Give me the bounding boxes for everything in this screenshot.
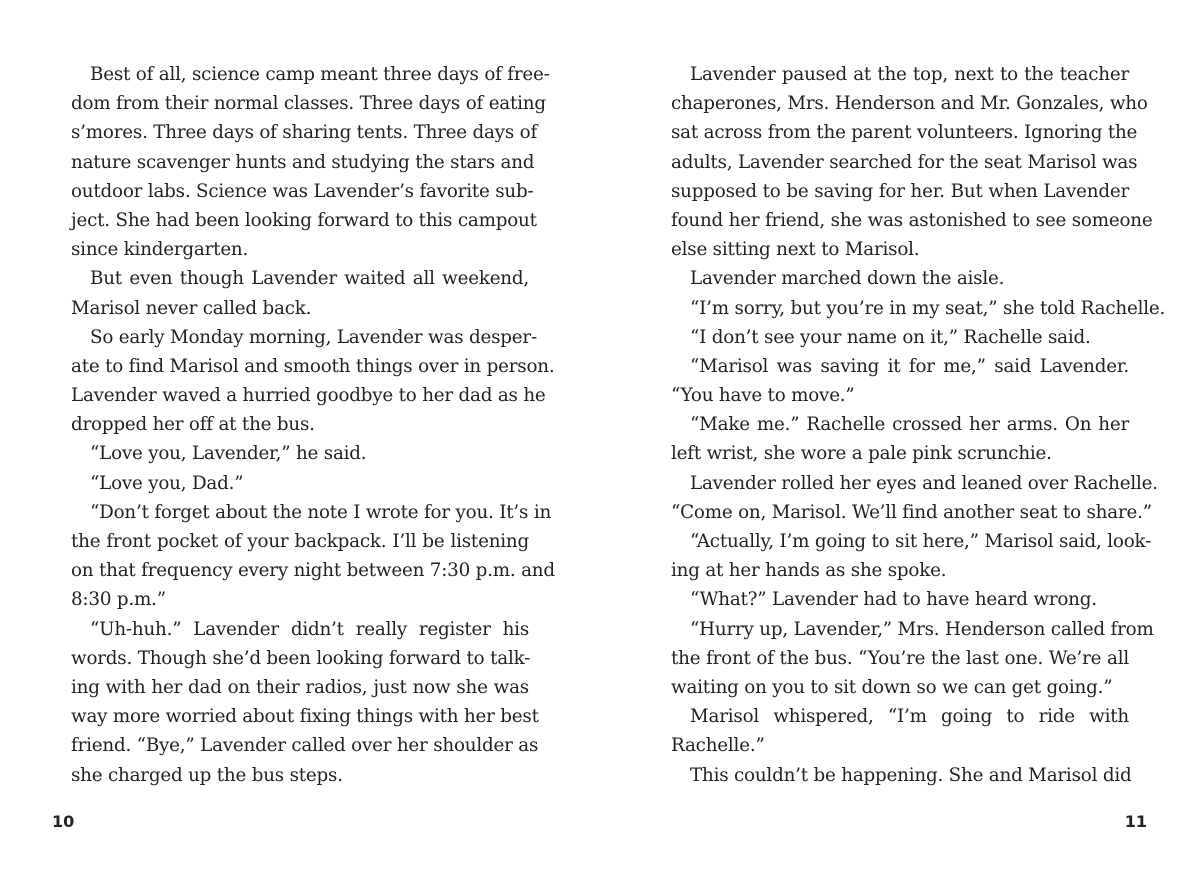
right-page xyxy=(671,60,1166,790)
text-line: ject. She had been looking forward to this campout xyxy=(71,209,537,231)
text-line: “Hurry up, Lavender,” Mrs. Henderson called from xyxy=(690,618,1154,640)
text-line: left wrist, she wore a pale pink scrunchie. xyxy=(671,443,1052,465)
text-line: nature scavenger hunts and studying the stars and xyxy=(71,151,535,173)
text-line: since kindergarten. xyxy=(71,239,249,261)
text-line: “I don’t see your name on it,” Rachelle said. xyxy=(690,326,1091,348)
text-line: adults, Lavender searched for the seat Marisol was xyxy=(671,151,1138,173)
text-line: “Come on, Marisol. We’ll find another seat to share.” xyxy=(671,501,1152,523)
text-line: “Make me.” Rachelle crossed her arms. On her xyxy=(690,414,1129,436)
text-line: waiting on you to sit down so we can get going.” xyxy=(671,676,1113,698)
right-page-number: 11 xyxy=(1124,812,1147,831)
text-line: “You have to move.” xyxy=(671,385,855,407)
text-line: dropped her off at the bus. xyxy=(71,414,315,436)
text-line: chaperones, Mrs. Henderson and Mr. Gonzales, who xyxy=(671,93,1148,115)
right-page-text xyxy=(671,60,1166,790)
text-line: she charged up the bus steps. xyxy=(71,764,343,786)
text-line: the front pocket of your backpack. I’ll be listening xyxy=(71,531,529,552)
text-line: Lavender paused at the top, next to the teacher xyxy=(690,64,1129,85)
text-line: Marisol whispered, “I’m going to ride with xyxy=(690,706,1129,728)
text-line: “Marisol was saving it for me,” said Lavender. xyxy=(690,355,1129,377)
text-line: Lavender rolled her eyes and leaned over Rachelle. xyxy=(690,472,1158,494)
text-line: “Uh-huh.” Lavender didn’t really register his xyxy=(90,618,529,640)
text-line: “I’m sorry, but you’re in my seat,” she told Rachelle. xyxy=(690,297,1166,319)
text-line: on that frequency every night between 7:30 p.m. and xyxy=(71,560,555,582)
text-line: “Love you, Dad.” xyxy=(90,472,244,494)
text-line: “Love you, Lavender,” he said. xyxy=(90,443,367,465)
text-line: So early Monday morning, Lavender was desper- xyxy=(90,326,537,348)
text-line: else sitting next to Marisol. xyxy=(671,239,920,261)
text-line: This couldn’t be happening. She and Marisol did xyxy=(690,764,1132,786)
text-line: “What?” Lavender had to have heard wrong. xyxy=(690,589,1097,611)
text-line: supposed to be saving for her. But when Lavender xyxy=(671,180,1129,202)
text-line: Lavender waved a hurried goodbye to her dad as he xyxy=(71,385,546,407)
text-line: dom from their normal classes. Three days of eating xyxy=(71,93,546,115)
left-page-text xyxy=(71,60,555,790)
text-line: Lavender marched down the aisle. xyxy=(690,268,1005,290)
text-line: found her friend, she was astonished to see someone xyxy=(671,209,1153,231)
text-line: outdoor labs. Science was Lavender’s favorite sub- xyxy=(71,180,534,202)
text-line: friend. “Bye,” Lavender called over her shoulder as xyxy=(71,735,539,757)
left-page xyxy=(71,60,555,790)
text-line: ing at her hands as she spoke. xyxy=(671,560,947,582)
text-line: way more worried about fixing things with her best xyxy=(71,706,539,728)
text-line: sat across from the parent volunteers. Ignoring the xyxy=(671,122,1138,144)
text-line: ing with her dad on their radios, just now she was xyxy=(71,676,529,698)
text-line: But even though Lavender waited all weekend, xyxy=(90,268,529,290)
text-line: “Actually, I’m going to sit here,” Marisol said, look- xyxy=(690,531,1152,552)
left-page-number: 10 xyxy=(52,812,75,831)
text-line: words. Though she’d been looking forward to talk- xyxy=(71,647,531,669)
text-line: 8:30 p.m.” xyxy=(71,589,166,611)
text-line: s’mores. Three days of sharing tents. Three days of xyxy=(71,122,538,144)
text-line: the front of the bus. “You’re the last one. We’re all xyxy=(671,647,1129,669)
text-line: Marisol never called back. xyxy=(71,297,312,319)
text-line: “Don’t forget about the note I wrote for you. It’s in xyxy=(90,501,552,523)
text-line: ate to find Marisol and smooth things over in person. xyxy=(71,355,555,377)
text-line: Rachelle.” xyxy=(671,735,765,757)
text-line: Best of all, science camp meant three days of free- xyxy=(90,64,550,85)
